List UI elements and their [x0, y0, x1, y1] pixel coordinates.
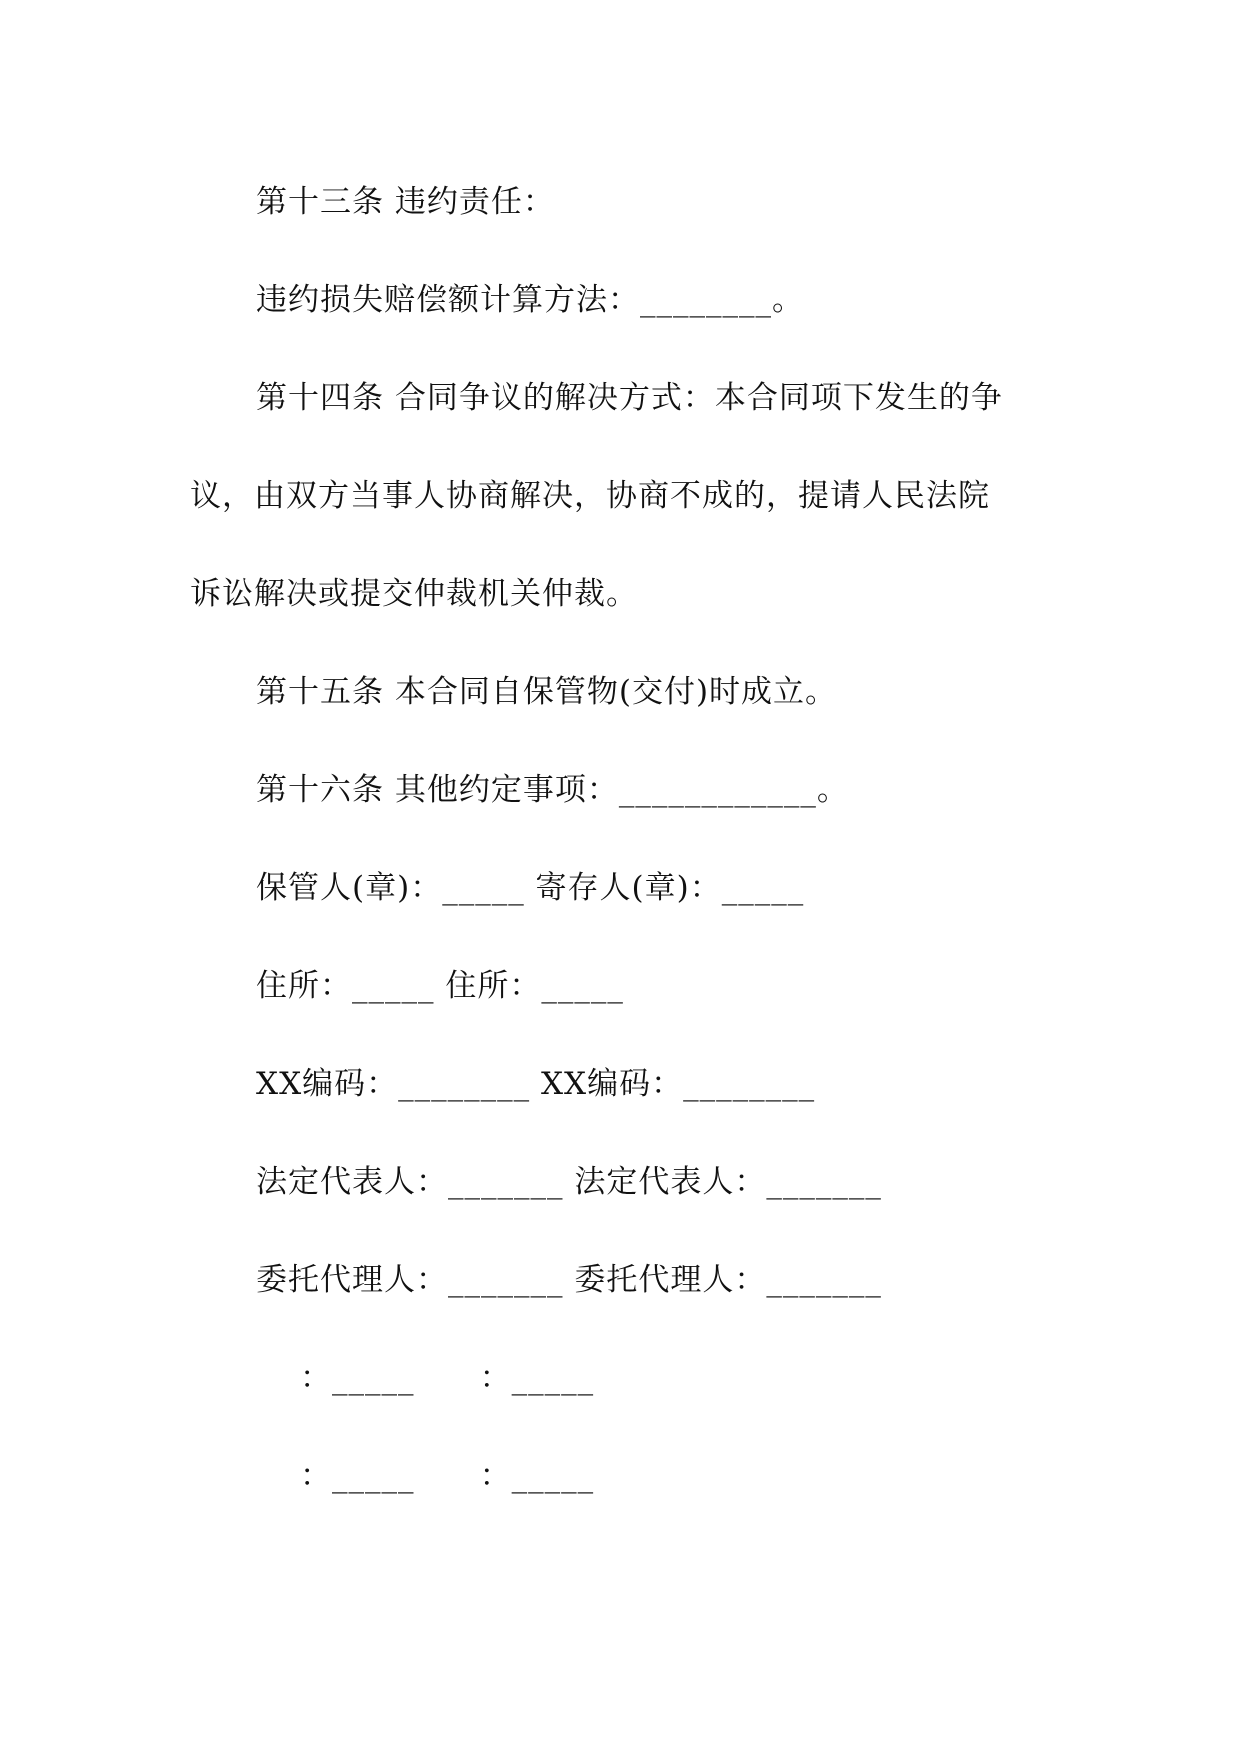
blank-field-line-1: ：_____ ：_____: [300, 1360, 595, 1396]
article-16-line: 第十六条 其他约定事项：____________。: [256, 772, 849, 808]
article-13-heading: 第十三条 违约责任：: [256, 184, 555, 220]
address-line: 住所：_____ 住所：_____: [256, 968, 624, 1004]
damages-calculation-line: 违约损失赔偿额计算方法：________。: [256, 282, 804, 318]
blank-field-line-2: ：_____ ：_____: [300, 1458, 595, 1494]
article-14-line-3: 诉讼解决或提交仲裁机关仲裁。: [190, 576, 638, 612]
code-line: XX编码：________ XX编码：________: [256, 1066, 816, 1102]
authorized-agent-line: 委托代理人：_______ 委托代理人：_______: [256, 1262, 882, 1298]
article-15-line: 第十五条 本合同自保管物(交付)时成立。: [256, 674, 838, 710]
article-14-line-1: 第十四条 合同争议的解决方式：本合同项下发生的争: [256, 380, 1003, 416]
party-seal-line: 保管人(章)：_____ 寄存人(章)：_____: [256, 870, 805, 906]
legal-representative-line: 法定代表人：_______ 法定代表人：_______: [256, 1164, 882, 1200]
article-14-line-2: 议，由双方当事人协商解决，协商不成的，提请人民法院: [190, 478, 990, 514]
